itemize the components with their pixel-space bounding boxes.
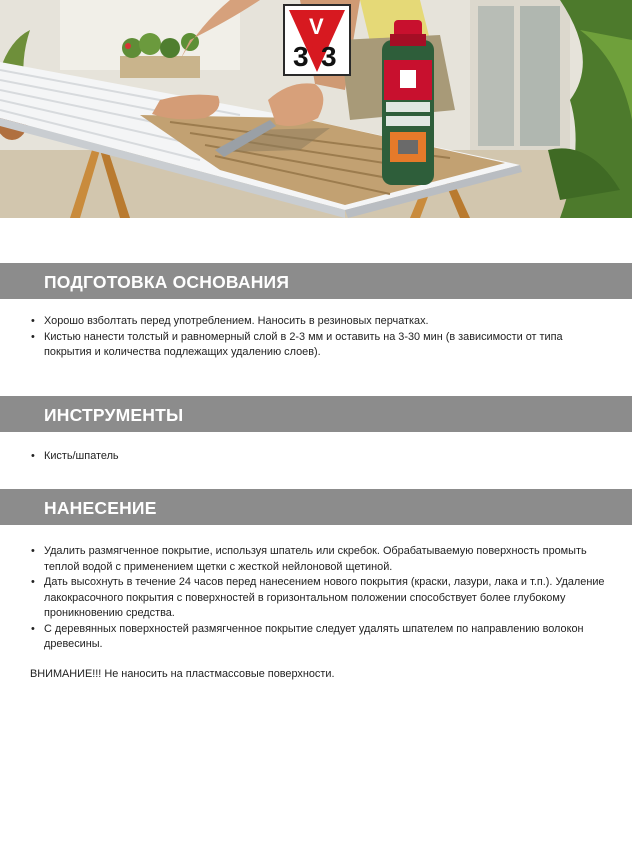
preparation-list (30, 314, 610, 361)
section-title: НАНЕСЕНИЕ (44, 498, 157, 518)
list-item: • Хорошо взболтать перед употреблением. Наносить в резиновых перчатках. (30, 314, 610, 330)
tools-list (30, 449, 610, 465)
section-title: ИНСТРУМЕНТЫ (44, 405, 184, 425)
section-title: ПОДГОТОВКА ОСНОВАНИЯ (44, 272, 290, 292)
hero-photo (0, 0, 632, 218)
section-header-tools (0, 396, 632, 432)
section-header-application (0, 489, 632, 525)
section-header-preparation (0, 263, 632, 299)
v33-logo-icon (285, 6, 349, 74)
list-item: • С деревянных поверхностей размягченное покрытие следует удалять шпателем по направлению волокон древесины. (30, 622, 610, 653)
svg-text:3: 3 (293, 41, 309, 72)
list-item: • Дать высохнуть в течение 24 часов перед нанесением нового покрытия (краски, лазури, лака и т.п.). Удаление лакокрасочного покрытия с поверхностей в горизонтальном положении способствует более глубокому проникновению средства. (30, 575, 610, 622)
svg-text:V: V (309, 14, 324, 39)
v33-logo (283, 4, 351, 76)
list-item: • Кистью нанести толстый и равномерный слой в 2-3 мм и оставить на 3-30 мин (в зависимости от типа покрытия и количества подлежащих удалению слоев). (30, 330, 610, 361)
list-item: • Удалить размягченное покрытие, используя шпатель или скребок. Обрабатываемую поверхность промыть теплой водой с применением щетки с жесткой нейлоновой щетиной. (30, 544, 610, 575)
application-list (30, 544, 610, 653)
list-item: • Кисть/шпатель (30, 449, 610, 465)
warning-note: ВНИМАНИЕ!!! Не наносить на пластмассовые поверхности. (30, 668, 335, 680)
svg-text:3: 3 (321, 41, 337, 72)
